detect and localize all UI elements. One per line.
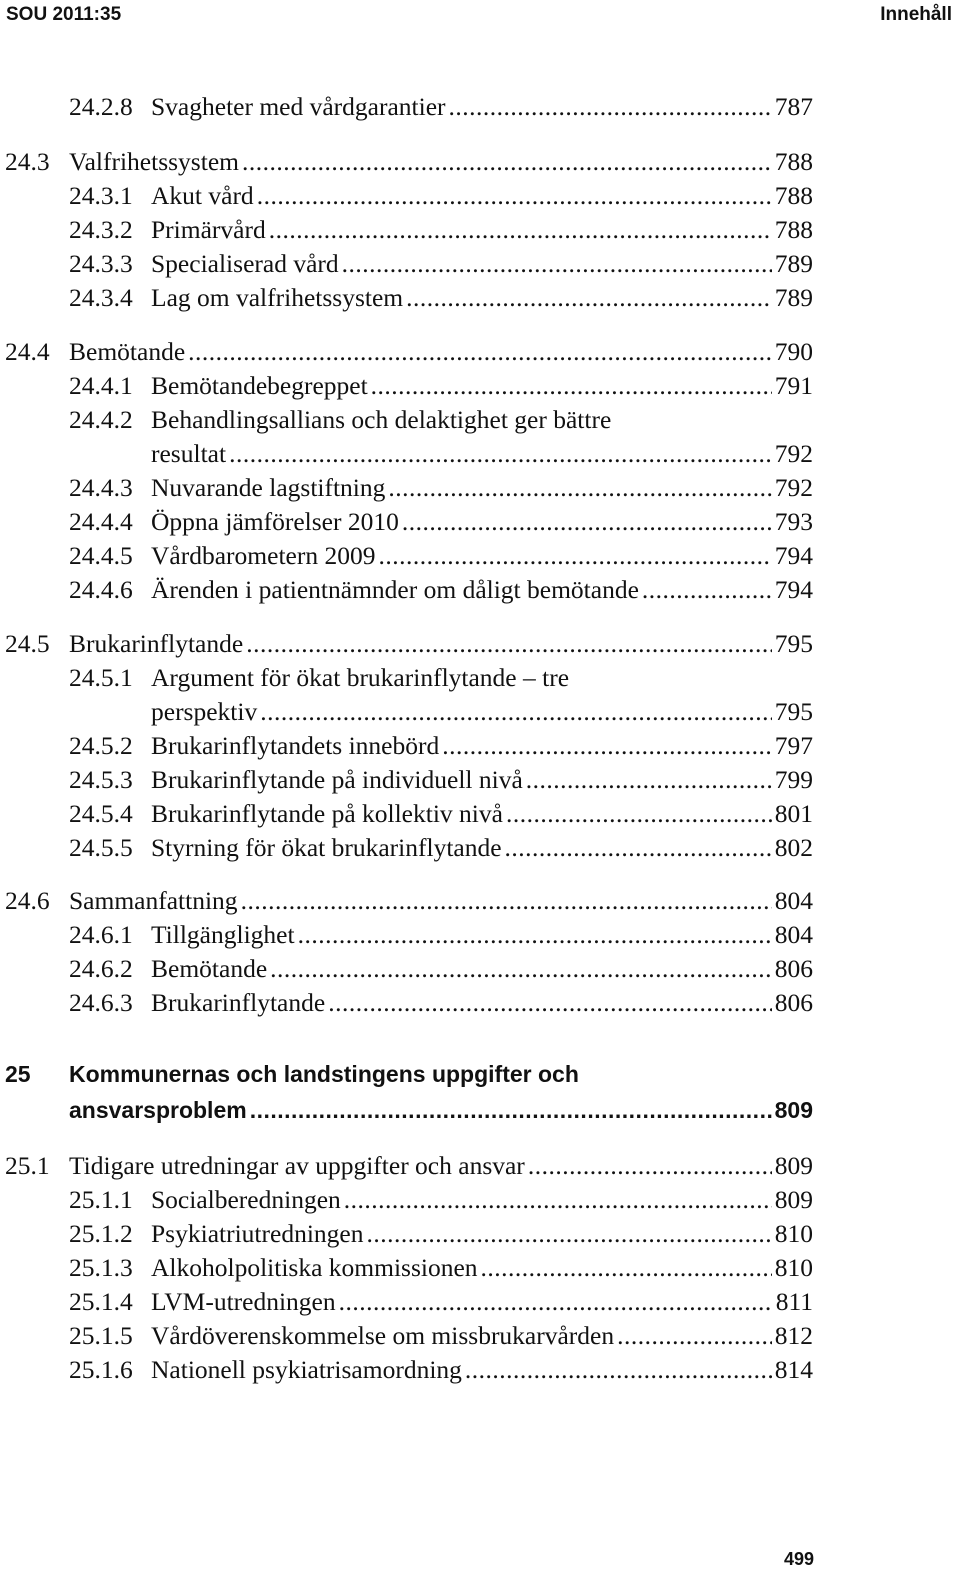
toc-entry[interactable] [69, 831, 813, 865]
toc-title: Alkoholpolitiska kommissionen [151, 1253, 478, 1282]
toc-number: 24.4.2 [69, 405, 133, 434]
page-number: 499 [783, 1549, 814, 1569]
toc-number: 24.5.1 [69, 663, 133, 692]
toc-entry[interactable] [5, 1149, 813, 1183]
toc-page: 790 [774, 337, 813, 366]
toc-number: 25.1.6 [69, 1355, 133, 1384]
toc-title: Vårdbarometern 2009 [151, 541, 376, 570]
toc-entry[interactable] [5, 335, 813, 369]
toc-number: 25.1.1 [69, 1185, 133, 1214]
toc-leader [188, 335, 772, 369]
toc-number: 24.5.4 [69, 799, 133, 828]
toc-entry-continuation[interactable] [151, 437, 813, 471]
toc-title: Brukarinflytandets innebörd [151, 731, 440, 760]
toc-title: Socialberedningen [151, 1185, 341, 1214]
toc-title: Svagheter med vårdgarantier [151, 92, 446, 121]
toc-page: 809 [774, 1097, 813, 1123]
toc-page: 795 [774, 697, 813, 726]
toc-leader [242, 145, 772, 179]
toc-number: 24.3.2 [69, 215, 133, 244]
toc-number: 24.4.1 [69, 371, 133, 400]
toc-title: Brukarinflytande [69, 629, 244, 658]
toc-leader [526, 763, 772, 797]
toc-page: 792 [774, 439, 813, 468]
toc-title: Tillgänglighet [151, 920, 295, 949]
toc-page: 812 [774, 1321, 813, 1350]
toc-title: Primärvård [151, 215, 266, 244]
toc-page: 806 [774, 954, 813, 983]
toc-number: 24.4.4 [69, 507, 133, 536]
toc-title: Bemötande [69, 337, 186, 366]
toc-number: 24.5.2 [69, 731, 133, 760]
toc-number: 24.6.3 [69, 988, 133, 1017]
toc-entry[interactable] [69, 797, 813, 831]
toc-page: 791 [774, 371, 813, 400]
toc-page: 810 [774, 1253, 813, 1282]
toc-title: Nuvarande lagstiftning [151, 473, 386, 502]
toc-entry[interactable] [69, 213, 813, 247]
toc-leader [442, 729, 772, 763]
toc-title: Brukarinflytande [151, 988, 326, 1017]
toc-title: Bemötandebegreppet [151, 371, 368, 400]
toc-number: 24.4 [5, 337, 50, 366]
toc-entry[interactable] [69, 90, 813, 124]
toc-entry[interactable] [5, 627, 813, 661]
toc-number: 24.6.2 [69, 954, 133, 983]
toc-title: Sammanfattning [69, 886, 238, 915]
toc-entry[interactable] [69, 471, 813, 505]
toc-entry[interactable] [69, 369, 813, 403]
toc-title: Specialiserad vård [151, 249, 339, 278]
toc-entry[interactable] [69, 1251, 813, 1285]
toc-title: Ärenden i patientnämnder om dåligt bemötande [151, 575, 639, 604]
toc-leader [406, 281, 772, 315]
toc-entry[interactable] [5, 145, 813, 179]
toc-page: 810 [774, 1219, 813, 1248]
toc-leader [402, 505, 772, 539]
toc-entry[interactable] [69, 1217, 813, 1251]
toc-page: 788 [774, 215, 813, 244]
toc-leader [269, 213, 772, 247]
toc-leader [229, 437, 772, 471]
running-header-section: Innehåll [880, 4, 952, 25]
toc-number: 24.3.3 [69, 249, 133, 278]
toc-page: 809 [774, 1151, 813, 1180]
toc-entry[interactable] [69, 539, 813, 573]
toc-leader [270, 952, 772, 986]
toc-title: Behandlingsallians och delaktighet ger bättre [151, 405, 612, 434]
toc-title: Akut vård [151, 181, 254, 210]
toc-leader [241, 884, 772, 918]
toc-title: Styrning för ökat brukarinflytande [151, 833, 502, 862]
toc-leader [465, 1353, 772, 1387]
toc-number: 24.4.5 [69, 541, 133, 570]
toc-leader [257, 179, 772, 213]
toc-page: 797 [774, 731, 813, 760]
toc-number: 24.3 [5, 147, 50, 176]
toc-chapter-title: Kommunernas och landstingens uppgifter och [69, 1061, 579, 1087]
toc-leader [339, 1285, 773, 1319]
toc-leader [260, 695, 772, 729]
toc-number: 25.1 [5, 1151, 50, 1180]
toc-page: 799 [774, 765, 813, 794]
toc-title: Vårdöverenskommelse om missbrukarvården [151, 1321, 615, 1350]
toc-leader [617, 1319, 772, 1353]
toc-number: 24.5.3 [69, 765, 133, 794]
toc-number: 24.3.1 [69, 181, 133, 210]
toc-title: Argument för ökat brukarinflytande – tre [151, 663, 570, 692]
toc-page: 793 [774, 507, 813, 536]
toc-leader [246, 627, 772, 661]
toc-entry[interactable] [69, 729, 813, 763]
toc-leader [388, 471, 771, 505]
toc-entry[interactable] [69, 1319, 813, 1353]
toc-number: 25.1.4 [69, 1287, 133, 1316]
toc-leader [528, 1149, 772, 1183]
toc-number: 24.6 [5, 886, 50, 915]
toc-leader [298, 918, 772, 952]
toc-entry[interactable] [69, 1285, 813, 1319]
toc-leader [366, 1217, 771, 1251]
toc-entry[interactable] [69, 1353, 813, 1387]
toc-page: 809 [774, 1185, 813, 1214]
toc-chapter-number: 25 [5, 1061, 31, 1087]
toc-number: 25.1.2 [69, 1219, 133, 1248]
toc-page: 789 [774, 249, 813, 278]
toc-entry[interactable] [69, 573, 813, 607]
toc-leader [481, 1251, 772, 1285]
toc-title: LVM-utredningen [151, 1287, 336, 1316]
toc-entry[interactable] [69, 763, 813, 797]
toc-chapter-first-line[interactable] [5, 1057, 813, 1091]
toc-chapter-continuation[interactable] [69, 1093, 813, 1127]
toc-leader [506, 797, 772, 831]
toc-entry[interactable] [69, 281, 813, 315]
toc-page: 795 [774, 629, 813, 658]
toc-entry[interactable] [5, 884, 813, 918]
toc-leader [250, 1093, 772, 1127]
toc-page: 794 [774, 575, 813, 604]
toc-entry[interactable] [69, 505, 813, 539]
toc-title: Brukarinflytande på individuell nivå [151, 765, 523, 794]
toc-title: Brukarinflytande på kollektiv nivå [151, 799, 503, 828]
toc-entry[interactable] [69, 247, 813, 281]
toc-leader [505, 831, 772, 865]
toc-page: 789 [774, 283, 813, 312]
toc-page: 792 [774, 473, 813, 502]
toc-number: 24.2.8 [69, 92, 133, 121]
toc-page: 811 [775, 1287, 813, 1316]
toc-page: 804 [774, 920, 813, 949]
toc-entry-first-line[interactable] [69, 661, 813, 695]
running-header-title: SOU 2011:35 [6, 4, 122, 25]
toc-title: Valfrihetssystem [69, 147, 239, 176]
toc-chapter-title-continuation: ansvarsproblem [69, 1097, 247, 1123]
toc-page: 806 [774, 988, 813, 1017]
toc-entry[interactable] [69, 986, 813, 1020]
toc-title: Nationell psykiatrisamordning [151, 1355, 462, 1384]
toc-entry-continuation[interactable] [151, 695, 813, 729]
toc-title: Tidigare utredningar av uppgifter och ansvar [69, 1151, 525, 1180]
toc-page: 794 [774, 541, 813, 570]
toc-entry[interactable] [69, 918, 813, 952]
toc-page: 801 [774, 799, 813, 828]
toc-leader [344, 1183, 772, 1217]
toc-entry[interactable] [69, 1183, 813, 1217]
toc-number: 24.3.4 [69, 283, 133, 312]
toc-title: Psykiatriutredningen [151, 1219, 364, 1248]
toc-number: 24.5 [5, 629, 50, 658]
toc-page: 802 [774, 833, 813, 862]
toc-title-continuation: resultat [151, 439, 227, 468]
toc-number: 24.6.1 [69, 920, 133, 949]
toc-number: 25.1.5 [69, 1321, 133, 1350]
toc-number: 24.4.6 [69, 575, 133, 604]
toc-page: 814 [774, 1355, 813, 1384]
toc-leader [449, 90, 772, 124]
toc-title: Bemötande [151, 954, 268, 983]
toc-page: 804 [774, 886, 813, 915]
toc-page: 788 [774, 147, 813, 176]
toc-number: 25.1.3 [69, 1253, 133, 1282]
toc-leader [371, 369, 772, 403]
toc-entry[interactable] [69, 952, 813, 986]
toc-leader [642, 573, 772, 607]
toc-page: 788 [774, 181, 813, 210]
toc-title: Öppna jämförelser 2010 [151, 507, 399, 536]
toc-leader [342, 247, 772, 281]
toc-number: 24.5.5 [69, 833, 133, 862]
toc-entry-first-line[interactable] [69, 403, 813, 437]
toc-page: 787 [774, 92, 813, 121]
toc-leader [328, 986, 772, 1020]
toc-number: 24.4.3 [69, 473, 133, 502]
toc-title-continuation: perspektiv [151, 697, 258, 726]
toc-entry[interactable] [69, 179, 813, 213]
toc-title: Lag om valfrihetssystem [151, 283, 404, 312]
toc-leader [378, 539, 771, 573]
